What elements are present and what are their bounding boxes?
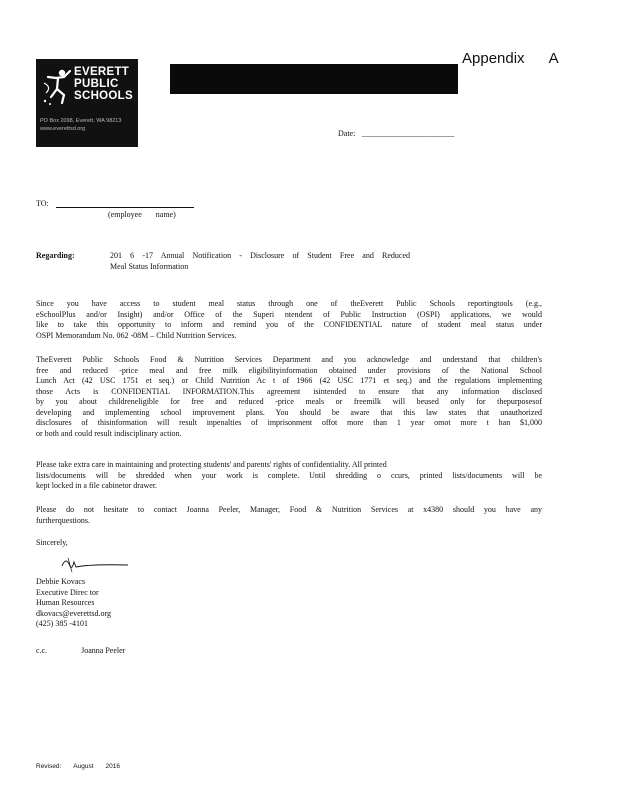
signature-scribble xyxy=(60,552,130,574)
para1-line4: OSPI Memorandum No. 062 -08M – Child Nutrition Services. xyxy=(36,330,237,340)
runner-icon xyxy=(42,67,74,107)
para1-line2: eSchoolPlus and/or Insight) and/or Office of the Superi ntendent of Public Instruction (OSPI) applications, we would xyxy=(36,309,542,319)
logo-address xyxy=(40,117,121,133)
para2-line8: or both and could result indisciplinary action. xyxy=(36,428,182,438)
paragraph-contact xyxy=(36,505,542,526)
cc-line xyxy=(36,646,125,657)
paragraph-care xyxy=(36,460,542,492)
signer-email: dkovacs@everettsd.org xyxy=(36,608,111,618)
para3-line1: Please take extra care in maintaining and protecting students' and parents' rights of confidentiality. All printed xyxy=(36,460,387,469)
para3-line3: kept locked in a file cabinetor drawer. xyxy=(36,481,158,490)
signer-title-line1: Executive Direc tor xyxy=(36,587,99,597)
regarding-line1: 201 6 -17 Annual Notification - Disclosure of Student Free and Reduced xyxy=(110,251,410,260)
appendix-letter: A xyxy=(548,50,559,67)
para2-line3: Lunch Act (42 USC 1751 et seq.) or Child Nutrition Ac t of 1966 (42 USC 1771 et seq.) and the regulations implementing xyxy=(36,376,542,385)
redaction-bar xyxy=(170,64,458,94)
to-sub-label-b: name) xyxy=(155,210,176,219)
logo-line3: SCHOOLS xyxy=(74,90,133,102)
logo-address-line2: www.everettsd.org xyxy=(40,126,86,132)
para2-line2: free and reduced -price meal and free milk eligibilityinformation obtained under provisions of the National School xyxy=(36,365,542,375)
cc-label: c.c. xyxy=(36,646,48,655)
to-sub-label-a: (employee xyxy=(108,210,142,219)
para1-line1: Since you have access to student meal status through one of theEverett Public Schools reportingtools (e.g., xyxy=(36,299,542,308)
logo-name xyxy=(74,66,133,102)
cc-name: Joanna Peeler xyxy=(81,646,126,655)
signer-name: Debbie Kovacs xyxy=(36,577,86,586)
para3-line2: lists/documents will be shredded when your work is complete. Until shredding o ccurs, printed lists/documents will be xyxy=(36,470,542,480)
para2-line5: by you about childreneligible for free and reduced -price meals or freemilk will beused only for thepurposesof xyxy=(36,397,542,406)
regarding-text xyxy=(110,251,410,272)
to-sub-label xyxy=(108,210,190,221)
appendix-heading xyxy=(462,50,559,67)
revised-footer xyxy=(36,763,132,770)
para1-line3: like to take this opportunity to inform and remind you of the CONFIDENTIAL nature of student meal status under xyxy=(36,320,542,329)
para2-line6: developing and implementing school improvement plans. You should be aware that this law states that unauthorized xyxy=(36,407,542,417)
paragraph-access xyxy=(36,299,542,341)
appendix-word: Appendix xyxy=(462,50,525,67)
logo-line2: PUBLIC xyxy=(74,78,119,90)
regarding-line2: Meal Status Information xyxy=(110,261,189,271)
revised-year: 2016 xyxy=(105,763,121,770)
signer-phone: (425) 385 -4101 xyxy=(36,619,88,628)
regarding-label: Regarding: xyxy=(36,251,75,260)
date-label: Date: xyxy=(338,129,356,138)
paragraph-confidentiality xyxy=(36,355,542,439)
signer-title-line2: Human Resources xyxy=(36,598,95,607)
revised-month: August xyxy=(73,763,94,770)
date-blank: ______________________ xyxy=(362,129,455,138)
para2-line1: TheEverett Public Schools Food & Nutrition Services Department and you acknowledge and understand that children's xyxy=(36,355,542,364)
district-logo xyxy=(36,59,138,147)
to-label: TO: xyxy=(36,199,49,208)
para4-line2: furtherquestions. xyxy=(36,515,90,525)
to-blank-line xyxy=(56,207,194,208)
logo-address-line1: PO Box 2098, Everett, WA 98213 xyxy=(40,118,122,124)
signature-block xyxy=(36,577,111,630)
revised-label: Revised: xyxy=(36,763,62,770)
para2-line7: disclosures of thisinformation will result inpenalties of imprisonment offot more than 1 year omot more t han $1,000 xyxy=(36,418,542,427)
para2-line4: those Acts is CONFIDENTIAL INFORMATION.This agreement isintended to ensure that any information disclosed xyxy=(36,386,542,396)
logo-line1: EVERETT xyxy=(74,66,130,78)
closing-text: Sincerely, xyxy=(36,538,68,547)
para4-line1: Please do not hesitate to contact Joanna Peeler, Manager, Food & Nutrition Services at x4380 should you have any xyxy=(36,505,542,514)
